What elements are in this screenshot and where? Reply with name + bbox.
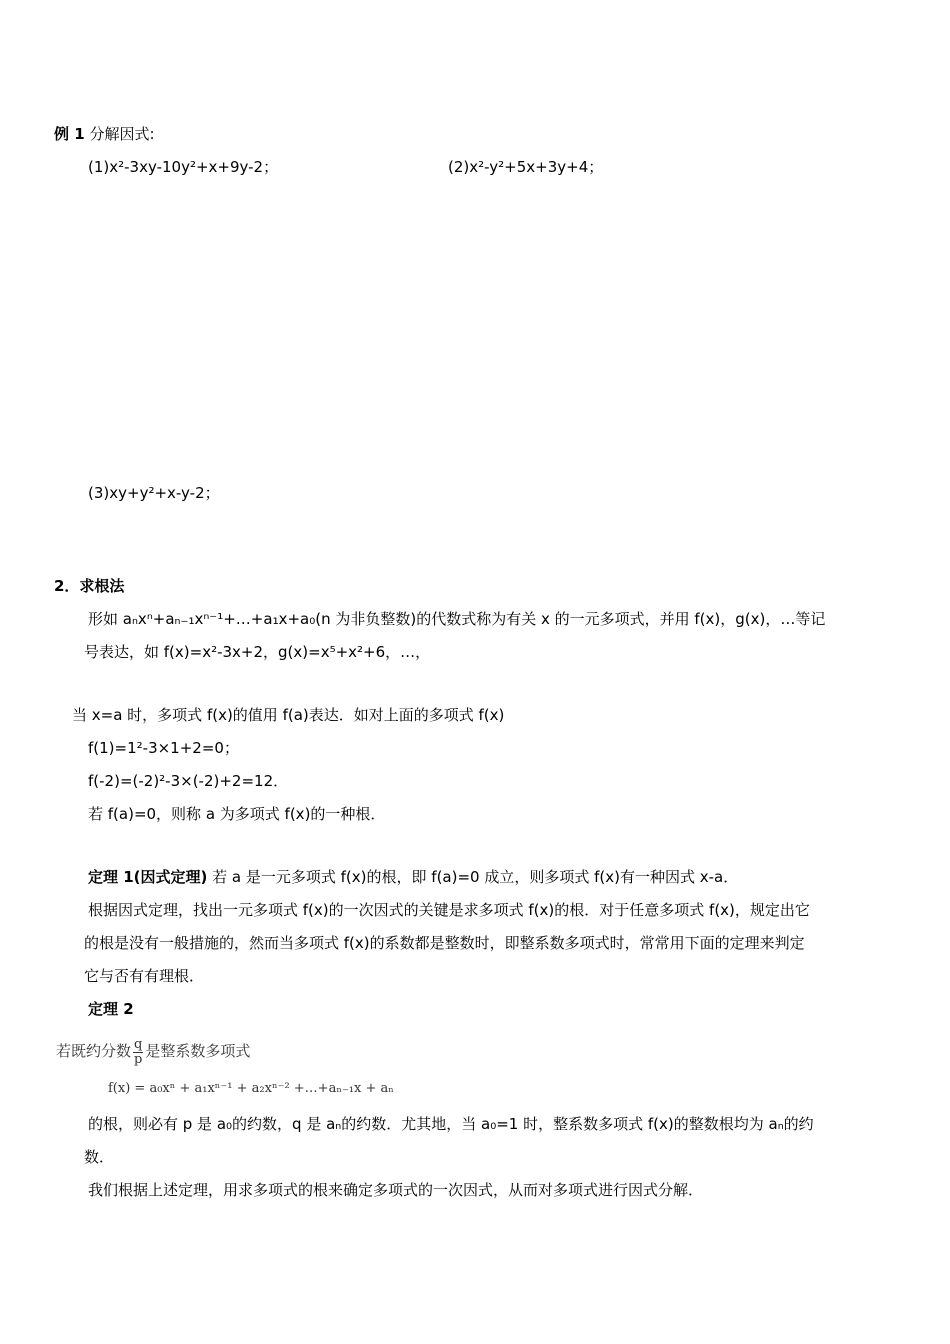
para1-line1: 形如 aₙxⁿ+aₙ₋₁xⁿ⁻¹+…+a₁x+a₀(n 为非负整数)的代数式称为有关 x 的一元多项式，并用 f(x)，g(x)，…等记	[88, 610, 826, 628]
para4-line1: 根据因式定理，找出一元多项式 f(x)的一次因式的关键是求多项式 f(x)的根．对于任意多项式 f(x)，规定出它	[88, 901, 810, 919]
theorem2-image-text	[56, 1036, 250, 1067]
theorem1	[88, 867, 738, 887]
theorem2-prefix: 若既约分数	[56, 1042, 132, 1060]
fraction-numerator: q	[134, 1036, 143, 1052]
para6: 我们根据上述定理，用求多项式的根来确定多项式的一次因式，从而对多项式进行因式分解．	[88, 1181, 704, 1199]
example1-heading	[54, 124, 155, 144]
section2-heading: 2．求根法	[54, 577, 125, 595]
para5-line2: 数．	[84, 1148, 115, 1166]
para3: 若 f(a)=0，则称 a 为多项式 f(x)的一种根．	[88, 805, 386, 823]
para2: 当 x=a 时，多项式 f(x)的值用 f(a)表达．如对上面的多项式 f(x)	[72, 706, 505, 724]
example1-problem-3: (3)xy+y²+x-y-2；	[88, 484, 220, 502]
theorem2-label: 定理 2	[88, 1000, 134, 1018]
theorem1-text: 若 a 是一元多项式 f(x)的根，即 f(a)=0 成立，则多项式 f(x)有一种因式 x-a．	[212, 868, 739, 886]
example1-problem-2: (2)x²-y²+5x+3y+4；	[448, 158, 604, 176]
para4-line3: 它与否有有理根．	[84, 967, 205, 985]
para4-line2: 的根是没有一般措施的，然而当多项式 f(x)的系数都是整数时，即整系数多项式时，常常用下面的定理来判定	[84, 934, 805, 952]
example1-label: 例 1	[54, 125, 85, 143]
fraction-q-over-p	[133, 1038, 143, 1067]
equation-f-2: f(-2)=(-2)²-3×(-2)+2=12．	[88, 772, 289, 790]
theorem1-label: 定理 1(因式定理)	[88, 868, 208, 886]
example1-title: 分解因式:	[89, 125, 155, 143]
theorem2-polynomial-formula: f(x) = a₀xⁿ + a₁xⁿ⁻¹ + a₂xⁿ⁻² +…+aₙ₋₁x + aₙ	[108, 1081, 394, 1096]
fraction-denominator: p	[134, 1051, 143, 1067]
para5-line1: 的根，则必有 p 是 a₀的约数，q 是 aₙ的约数．尤其地，当 a₀=1 时，整系数多项式 f(x)的整数根均为 aₙ的约	[88, 1115, 814, 1133]
equation-f1: f(1)=1²-3×1+2=0；	[88, 739, 239, 757]
theorem2-suffix: 是整系数多项式	[145, 1042, 251, 1060]
para1-line2: 号表达，如 f(x)=x²-3x+2，g(x)=x⁵+x²+6，…，	[84, 643, 431, 661]
example1-problem-1: (1)x²-3xy-10y²+x+9y-2；	[88, 158, 279, 176]
